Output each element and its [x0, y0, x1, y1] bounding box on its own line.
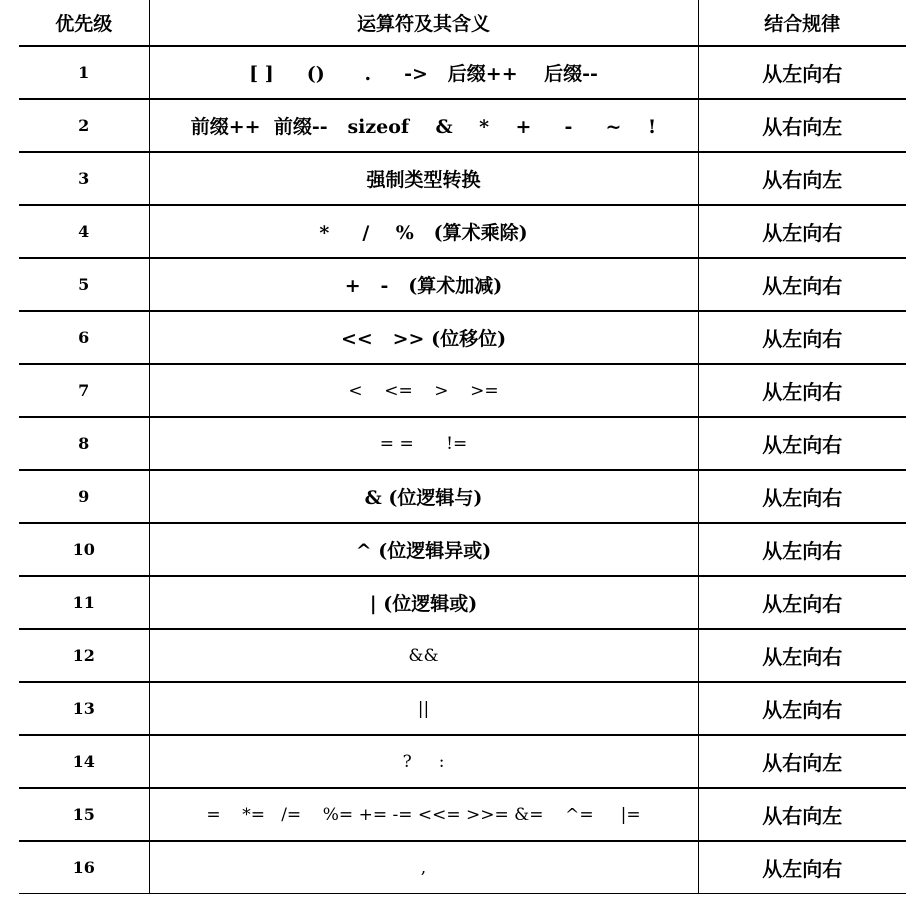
associativity-cell: 从左向右 — [698, 46, 906, 99]
header-associativity: 结合规律 — [698, 0, 906, 46]
associativity-cell: 从右向左 — [698, 735, 906, 788]
precedence-level: 13 — [19, 682, 149, 735]
table-row — [19, 205, 906, 258]
precedence-level: 8 — [19, 417, 149, 470]
table-row — [19, 311, 906, 364]
operators-cell: [ ] () . -> 后缀++ 后缀-- — [149, 46, 698, 99]
precedence-level: 10 — [19, 523, 149, 576]
operators-cell: ^ (位逻辑异或) — [149, 523, 698, 576]
precedence-level: 2 — [19, 99, 149, 152]
precedence-level: 12 — [19, 629, 149, 682]
associativity-cell: 从左向右 — [698, 258, 906, 311]
table-row — [19, 470, 906, 523]
header-operators: 运算符及其含义 — [149, 0, 698, 46]
table-row — [19, 46, 906, 99]
operators-cell: 强制类型转换 — [149, 152, 698, 205]
precedence-level: 9 — [19, 470, 149, 523]
operators-cell: < <= > >= — [149, 364, 698, 417]
associativity-cell: 从左向右 — [698, 417, 906, 470]
precedence-level: 4 — [19, 205, 149, 258]
precedence-level: 16 — [19, 841, 149, 894]
operators-cell: | (位逻辑或) — [149, 576, 698, 629]
table-row — [19, 417, 906, 470]
associativity-cell: 从左向右 — [698, 364, 906, 417]
table-row — [19, 152, 906, 205]
precedence-level: 3 — [19, 152, 149, 205]
associativity-cell: 从左向右 — [698, 205, 906, 258]
associativity-cell: 从左向右 — [698, 841, 906, 894]
header-row — [19, 0, 906, 46]
operators-cell: << >> (位移位) — [149, 311, 698, 364]
operators-cell: ? : — [149, 735, 698, 788]
operators-cell: && — [149, 629, 698, 682]
precedence-level: 1 — [19, 46, 149, 99]
associativity-cell: 从左向右 — [698, 682, 906, 735]
operators-cell: 前缀++ 前缀-- sizeof & * + - ~ ! — [149, 99, 698, 152]
associativity-cell: 从左向右 — [698, 311, 906, 364]
table-row — [19, 682, 906, 735]
precedence-level: 7 — [19, 364, 149, 417]
table-row — [19, 523, 906, 576]
operators-cell: + - (算术加减) — [149, 258, 698, 311]
associativity-cell: 从左向右 — [698, 629, 906, 682]
operators-cell: , — [149, 841, 698, 894]
operators-cell: = = != — [149, 417, 698, 470]
precedence-level: 6 — [19, 311, 149, 364]
precedence-level: 14 — [19, 735, 149, 788]
header-level: 优先级 — [19, 0, 149, 46]
operators-cell: & (位逻辑与) — [149, 470, 698, 523]
associativity-cell: 从右向左 — [698, 152, 906, 205]
associativity-cell: 从左向右 — [698, 523, 906, 576]
table-row — [19, 841, 906, 894]
associativity-cell: 从右向左 — [698, 788, 906, 841]
associativity-cell: 从左向右 — [698, 470, 906, 523]
operators-cell: = *= /= %= += -= <<= >>= &= ^= |= — [149, 788, 698, 841]
table-row — [19, 364, 906, 417]
table-row — [19, 258, 906, 311]
precedence-level: 11 — [19, 576, 149, 629]
table-row — [19, 788, 906, 841]
table-row — [19, 735, 906, 788]
precedence-level: 5 — [19, 258, 149, 311]
operators-cell: || — [149, 682, 698, 735]
associativity-cell: 从左向右 — [698, 576, 906, 629]
table-row — [19, 99, 906, 152]
associativity-cell: 从右向左 — [698, 99, 906, 152]
table-row — [19, 576, 906, 629]
table-row — [19, 629, 906, 682]
operator-precedence-table — [19, 0, 906, 894]
operators-cell: * / % (算术乘除) — [149, 205, 698, 258]
precedence-level: 15 — [19, 788, 149, 841]
